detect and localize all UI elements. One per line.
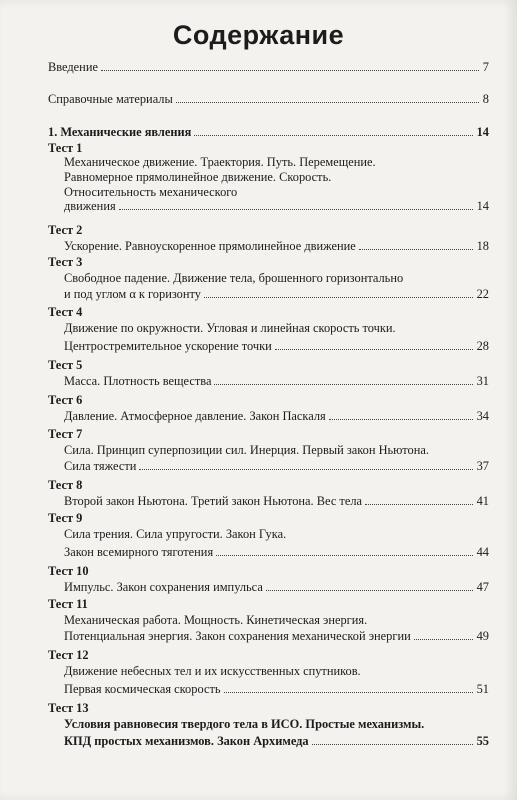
toc-entry-title: Тест 12 bbox=[48, 648, 89, 662]
toc-page-number: 44 bbox=[476, 545, 489, 559]
dot-leader bbox=[414, 639, 473, 640]
toc-entry-title: Потенциальная энергия. Закон сохранения механической энергии bbox=[64, 629, 411, 643]
toc-entry-title: Тест 4 bbox=[48, 305, 83, 319]
toc-page-number: 49 bbox=[476, 629, 489, 643]
toc-page-number: 37 bbox=[476, 459, 489, 473]
toc-entry-title: Тест 8 bbox=[48, 478, 83, 492]
dot-leader bbox=[266, 590, 473, 591]
dot-leader bbox=[275, 349, 473, 350]
dot-leader bbox=[194, 135, 473, 136]
toc-page-number: 14 bbox=[476, 125, 489, 139]
dot-leader bbox=[119, 209, 473, 210]
toc-entry-title: 1. Механические явления bbox=[48, 125, 192, 139]
toc-entry-title: КПД простых механизмов. Закон Архимеда bbox=[64, 734, 309, 748]
toc-page-number: 14 bbox=[476, 199, 489, 213]
toc-entry-title: Тест 2 bbox=[48, 223, 83, 237]
dot-leader bbox=[176, 102, 479, 103]
toc-page-number: 7 bbox=[482, 60, 489, 74]
dot-leader bbox=[214, 384, 473, 385]
toc-entry-title: Движение по окружности. Угловая и линейная скорость точки. bbox=[64, 321, 396, 335]
toc-entry-title: Импульс. Закон сохранения импульса bbox=[64, 580, 263, 594]
toc-entry-title: Сила трения. Сила упругости. Закон Гука. bbox=[64, 527, 287, 541]
dot-leader bbox=[359, 249, 473, 250]
toc-page-number: 34 bbox=[476, 409, 489, 423]
toc-entry-title: Движение небесных тел и их искусственных спутников. bbox=[64, 664, 361, 678]
dot-leader bbox=[216, 555, 473, 556]
toc-entry-title: Масса. Плотность вещества bbox=[64, 374, 212, 388]
toc-entry-title: Давление. Атмосферное давление. Закон Паскаля bbox=[64, 409, 326, 423]
toc-entry-title: Относительность механического bbox=[64, 185, 238, 199]
toc-entry-title: Сила тяжести bbox=[64, 459, 137, 473]
toc-entry-title: Второй закон Ньютона. Третий закон Ньютона. Вес тела bbox=[64, 494, 363, 508]
toc-page-number: 31 bbox=[476, 374, 489, 388]
toc-page-number: 8 bbox=[482, 92, 489, 106]
toc-entry-title: Тест 9 bbox=[48, 511, 83, 525]
toc-entry-title: Тест 10 bbox=[48, 564, 89, 578]
toc-entry-title: Тест 11 bbox=[48, 597, 88, 611]
toc-entry-title: Центростремительное ускорение точки bbox=[64, 339, 272, 353]
toc-page-number: 41 bbox=[476, 494, 489, 508]
dot-leader bbox=[204, 297, 473, 298]
toc-entry-title: Ускорение. Равноускоренное прямолинейное движение bbox=[64, 239, 356, 253]
toc-entry-title: Введение bbox=[48, 60, 98, 74]
toc-page-number: 28 bbox=[476, 339, 489, 353]
page-title: Содержание bbox=[172, 20, 345, 50]
toc-page-number: 55 bbox=[476, 734, 489, 748]
toc-entry-title: Тест 7 bbox=[48, 427, 83, 441]
dot-leader bbox=[365, 504, 473, 505]
toc-entry-title: Справочные материалы bbox=[48, 92, 173, 106]
dot-leader bbox=[224, 692, 473, 693]
toc-entry-title: Тест 3 bbox=[48, 255, 83, 269]
toc-entry-title: Первая космическая скорость bbox=[64, 682, 221, 696]
toc-entry-title: Тест 6 bbox=[48, 393, 83, 407]
toc-page-number: 47 bbox=[476, 580, 489, 594]
toc-entry-title: Сила. Принцип суперпозиции сил. Инерция. Первый закон Ньютона. bbox=[64, 443, 429, 457]
toc-page-number: 22 bbox=[476, 287, 489, 301]
dot-leader bbox=[101, 70, 479, 71]
toc-entry-title: движения bbox=[64, 199, 116, 213]
toc-entry-title: Тест 13 bbox=[48, 701, 89, 715]
toc-entry-title: Механическое движение. Траектория. Путь. Перемещение. bbox=[64, 155, 376, 169]
toc-entry-title: Равномерное прямолинейное движение. Скорость. bbox=[64, 170, 332, 184]
toc-entry-title: Тест 1 bbox=[48, 141, 83, 155]
toc-entry-title: Закон всемирного тяготения bbox=[64, 545, 214, 559]
dot-leader bbox=[312, 744, 473, 745]
dot-leader bbox=[329, 419, 473, 420]
toc-page-number: 51 bbox=[476, 682, 489, 696]
toc-entry-title: Тест 5 bbox=[48, 358, 83, 372]
toc-entry-title: Механическая работа. Мощность. Кинетическая энергия. bbox=[64, 613, 368, 627]
dot-leader bbox=[139, 469, 473, 470]
toc-page-number: 18 bbox=[476, 239, 489, 253]
toc-entry-title: и под углом α к горизонту bbox=[64, 287, 201, 301]
toc-entry-title: Свободное падение. Движение тела, брошенного горизонтально bbox=[64, 271, 404, 285]
toc-entry-title: Условия равновесия твердого тела в ИСО. Простые механизмы. bbox=[64, 717, 425, 731]
